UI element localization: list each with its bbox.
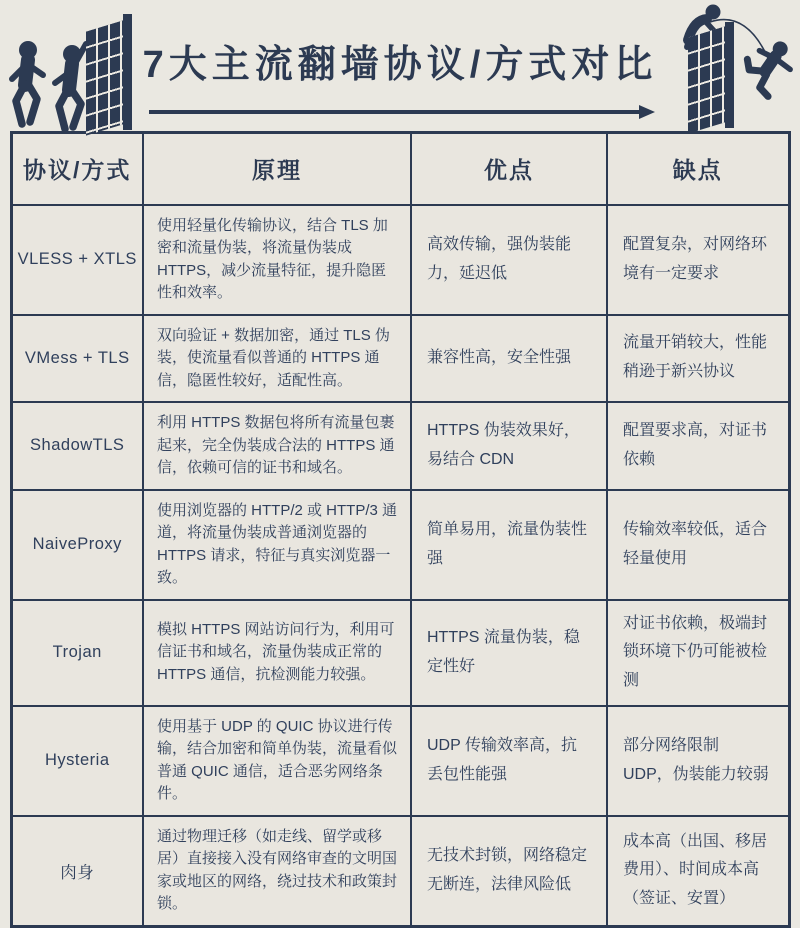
brick-wall-left-icon xyxy=(86,14,132,130)
table-row xyxy=(11,706,789,816)
table-row xyxy=(11,315,789,403)
column-header-cons: 缺点 xyxy=(607,133,789,205)
pros-cell: 高效传输，强伪装能力，延迟低 xyxy=(411,205,607,315)
wall-brick-face xyxy=(86,20,123,135)
protocol-cell: Hysteria xyxy=(11,706,143,816)
table-row xyxy=(11,816,789,927)
principle-cell: 使用基于 UDP 的 QUIC 协议进行传输，结合加密和简单伪装，流量看似普通 QUIC 通信，适合恶劣网络条件。 xyxy=(143,706,411,816)
arrow-right-icon xyxy=(147,103,657,126)
protocol-cell: VMess + TLS xyxy=(11,315,143,403)
wall-edge xyxy=(123,14,132,130)
table-header-row xyxy=(11,133,789,205)
cons-cell: 配置复杂，对网络环境有一定要求 xyxy=(607,205,789,315)
column-header-principle: 原理 xyxy=(143,133,411,205)
principle-cell: 模拟 HTTPS 网站访问行为，利用可信证书和域名，流量伪装成正常的 HTTPS 通信，抗检测能力较强。 xyxy=(143,600,411,706)
pros-cell: UDP 传输效率高，抗丢包性能强 xyxy=(411,706,607,816)
protocol-cell: 肉身 xyxy=(11,816,143,927)
protocol-cell: Trojan xyxy=(11,600,143,706)
principle-cell: 双向验证 + 数据加密，通过 TLS 伪装，使流量看似普通的 HTTPS 通信，隐匿性较好，适配性高。 xyxy=(143,315,411,403)
cons-cell: 部分网络限制 UDP，伪装能力较弱 xyxy=(607,706,789,816)
protocol-cell: ShadowTLS xyxy=(11,402,143,490)
table-row xyxy=(11,600,789,706)
header-banner xyxy=(0,0,800,131)
cons-cell: 流量开销较大，性能稍逊于新兴协议 xyxy=(607,315,789,403)
table-row xyxy=(11,205,789,315)
principle-cell: 通过物理迁移（如走线、留学或移居）直接接入没有网络审查的文明国家或地区的网络，绕过技术和政策封锁。 xyxy=(143,816,411,927)
column-header-protocol: 协议/方式 xyxy=(11,133,143,205)
person-falling-icon xyxy=(740,36,798,105)
pros-cell: 兼容性高，安全性强 xyxy=(411,315,607,403)
protocol-cell: VLESS + XTLS xyxy=(11,205,143,315)
cons-cell: 配置要求高，对证书依赖 xyxy=(607,402,789,490)
cons-cell: 成本高（出国、移居费用）、时间成本高（签证、安置） xyxy=(607,816,789,927)
principle-cell: 使用浏览器的 HTTP/2 或 HTTP/3 通道，将流量伪装成普通浏览器的 HTTPS 请求，特征与真实浏览器一致。 xyxy=(143,490,411,600)
pros-cell: 无技术封锁，网络稳定无断连，法律风险低 xyxy=(411,816,607,927)
page-title: 7大主流翻墙协议/方式对比 xyxy=(142,44,658,86)
pros-cell: HTTPS 伪装效果好，易结合 CDN xyxy=(411,402,607,490)
cons-cell: 传输效率较低，适合轻量使用 xyxy=(607,490,789,600)
cons-cell: 对证书依赖，极端封锁环境下仍可能被检测 xyxy=(607,600,789,706)
principle-cell: 利用 HTTPS 数据包将所有流量包裹起来，完全伪装成合法的 HTTPS 通信，依赖可信的证书和域名。 xyxy=(143,402,411,490)
principle-cell: 使用轻量化传输协议，结合 TLS 加密和流量伪装，将流量伪装成 HTTPS，减少流量特征，提升隐匿性和效率。 xyxy=(143,205,411,315)
table-row xyxy=(11,402,789,490)
protocol-cell: NaiveProxy xyxy=(11,490,143,600)
people-celebrating-icon xyxy=(6,38,98,137)
pros-cell: HTTPS 流量伪装，稳定性好 xyxy=(411,600,607,706)
table-row xyxy=(11,490,789,600)
pros-cell: 简单易用，流量伪装性强 xyxy=(411,490,607,600)
comparison-table xyxy=(10,131,791,928)
column-header-pros: 优点 xyxy=(411,133,607,205)
